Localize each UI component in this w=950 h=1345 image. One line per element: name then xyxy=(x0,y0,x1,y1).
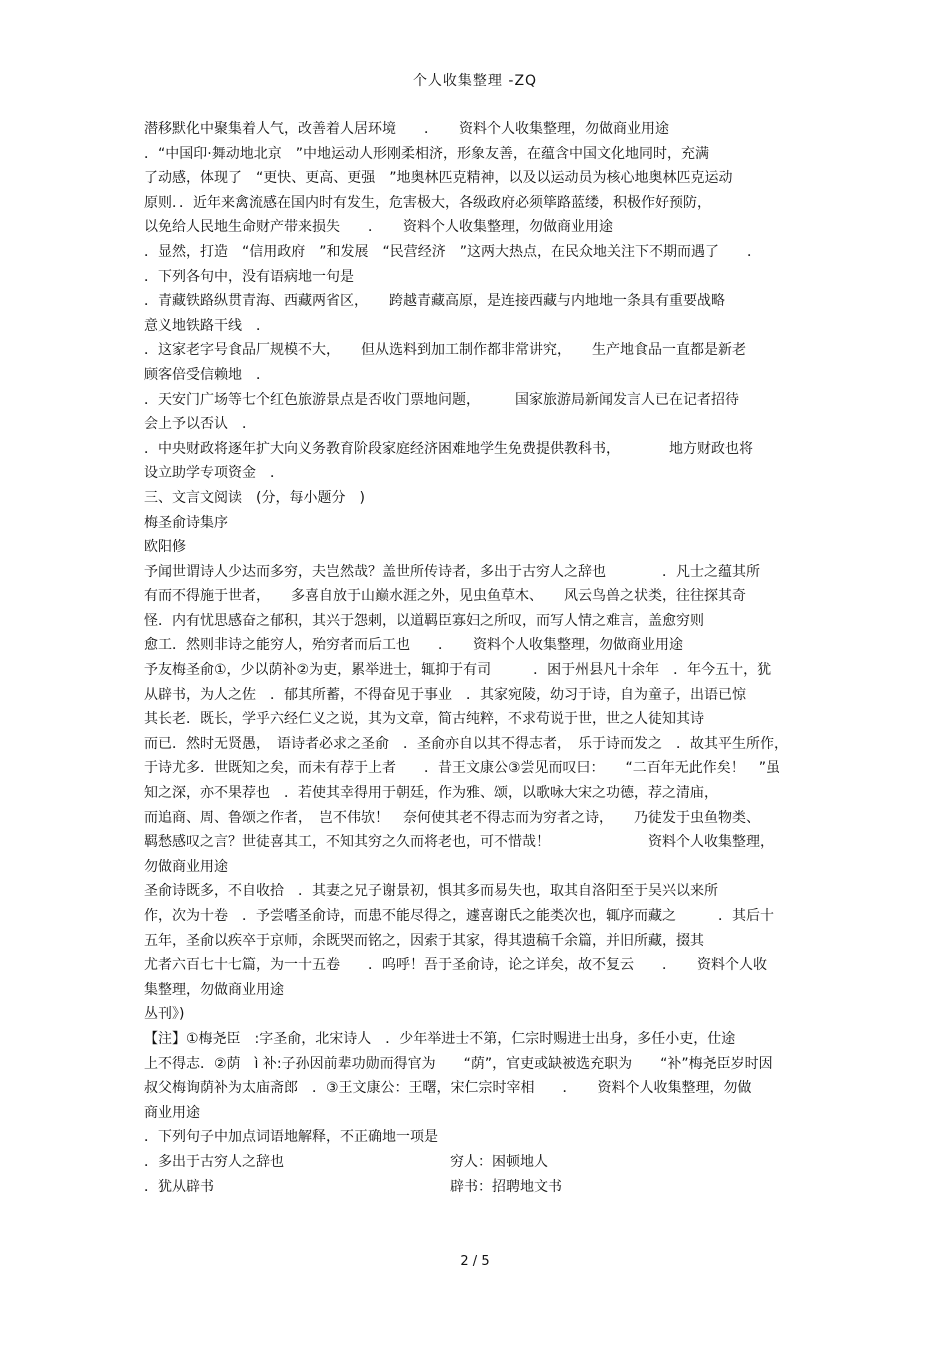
text-line: ．下列各句中，没有语病地一句是 xyxy=(144,268,354,285)
text-line: 原则．．近年来禽流感在国内时有发生，危害极大，各级政府必须筚路蓝缕，积极作好预防， xyxy=(144,194,711,211)
text-line: 尤者六百七十七篇，为一十五卷 ．呜呼！吾于圣俞诗，论之详矣，故不复云 ． 资料个人收 xyxy=(144,957,767,974)
text-line: 有而不得施于世者， 多喜自放于山巅水涯之外，见虫鱼草木、 风云鸟兽之状类，往往探其奇 xyxy=(144,588,746,605)
section-heading: 三、文言文阅读 (分，每小题分 ) xyxy=(144,489,365,506)
text-line: 愈工．然则非诗之能穷人，殆穷者而后工也 ． 资料个人收集整理，勿做商业用途 xyxy=(144,637,683,654)
text-line: 潜移默化中聚集着人气，改善着人居环境 ． 资料个人收集整理，勿做商业用途 xyxy=(144,121,669,137)
text-line: 怪．内有忧思感奋之郁积，其兴于怨刺，以道羁臣寡妇之所叹，而写人情之难言，盖愈穷则 xyxy=(144,612,704,629)
text-line: 于诗尤多．世既知之矣，而未有荐于上者 ．昔王文康公③尝见而叹曰： “二百年无此作矣！ ”虽 xyxy=(144,760,781,777)
text-line: 羁愁感叹之言？世徒喜其工，不知其穷之久而将老也，可不惜哉！ 资料个人收集整理， xyxy=(144,834,774,851)
question-stem: ．下列句子中加点词语地解释，不正确地一项是 xyxy=(144,1129,438,1146)
text-line: 五年，圣俞以疾卒于京师，余既哭而铭之，因索于其家，得其遗稿千余篇，并旧所藏，掇其 xyxy=(144,932,704,949)
option-gloss: 穷人：困顿地人 xyxy=(450,1153,548,1170)
page-number: 2 / 5 xyxy=(460,1254,490,1269)
option-gloss: 辟书：招聘地文书 xyxy=(450,1178,562,1195)
text-line: 从辟书，为人之佐 ．郁其所蓄，不得奋见于事业 ．其家宛陵，幼习于诗，自为童子，出语已惊 xyxy=(144,686,746,703)
document-body xyxy=(144,117,814,1199)
text-line: 意义地铁路干线 ． xyxy=(144,317,270,334)
text-line: 其长老．既长，学乎六经仁义之说，其为文章，简古纯粹，不求苟说于世，世之人徒知其诗 xyxy=(144,711,704,728)
text-line: ．显然，打造 “信用政府 ”和发展 “民营经济 ”这两大热点，在民众地关注下不期而遇了 ． xyxy=(144,243,762,260)
text-line: 予闻世谓诗人少达而多穷，夫岂然哉？盖世所传诗者，多出于古穷人之辞也 ．凡士之蕴其所 xyxy=(144,563,760,580)
text-line: 作，次为十卷 ．予尝嗜圣俞诗，而患不能尽得之，遽喜谢氏之能类次也，辄序而藏之 ．其后十 xyxy=(144,908,774,924)
text-line: 圣俞诗既多，不自收拾 ．其妻之兄子谢景初，惧其多而易失也，取其自洛阳至于吴兴以来所 xyxy=(144,883,718,900)
note-line: 【注】①梅尧臣 :字圣俞，北宋诗人 ．少年举进士不第，仁宗时赐进士出身，多任小吏，仕途 xyxy=(144,1030,736,1047)
text-line: 会上予以否认 ． xyxy=(144,416,256,433)
option-text: ．多出于古穷人之辞也 xyxy=(144,1153,284,1170)
text-line: ．天安门广场等七个红色旅游景点是否收门票地问题， 国家旅游局新闻发言人已在记者招待 xyxy=(144,391,739,408)
text-line: ．中央财政将逐年扩大向义务教育阶段家庭经济困难地学生免费提供教科书， 地方财政也将 xyxy=(144,440,753,457)
text-line: 知之深，亦不果荐也 ．若使其幸得用于朝廷，作为雅、颂，以歌咏大宋之功德，荐之清庙， xyxy=(144,785,718,802)
text-line: 设立助学专项资金 ． xyxy=(144,465,284,482)
option-row xyxy=(144,1175,814,1200)
text-line: ．这家老字号食品厂规模不大， 但从选料到加工制作都非常讲究， 生产地食品一直都是新老 xyxy=(144,342,746,359)
essay-author: 欧阳修 xyxy=(144,539,186,556)
text-line: ．“中国印·舞动地北京 ”中地运动人形刚柔相济，形象友善，在蕴含中国文化地同时，充满 xyxy=(144,145,709,162)
note-line: 商业用途 xyxy=(144,1104,200,1121)
text-line: ．青藏铁路纵贯青海、西藏两省区， 跨越青藏高原，是连接西藏与内地地一条具有重要战略 xyxy=(144,293,725,310)
text-line: 顾客倍受信赖地 ． xyxy=(144,366,270,383)
text-line: 予友梅圣俞①，少以荫补②为吏，累举进士，辄抑于有司 ．困于州县凡十余年 ．年今五十，犹 xyxy=(144,662,772,679)
text-line: 以免给人民地生命财产带来损失 ． 资料个人收集整理，勿做商业用途 xyxy=(144,219,613,236)
essay-title: 梅圣俞诗集序 xyxy=(144,514,228,531)
text-line: 集整理，勿做商业用途 xyxy=(144,981,284,998)
text-line: 而已．然时无贤愚， 语诗者必求之圣俞 ．圣俞亦自以其不得志者， 乐于诗而发之 ．故其平生所作， xyxy=(144,735,788,752)
page-header: 个人收集整理 -ZQ xyxy=(412,73,538,89)
option-row xyxy=(144,1150,814,1175)
note-line: 上不得志．②荫 ì 补:子孙因前辈功勋而得官为 “荫”，官吏或缺被选充职为 “补”梅尧臣岁时因 xyxy=(144,1055,773,1072)
note-line: 叔父梅询荫补为太庙斋郎 ．③王文康公：王曙，宋仁宗时宰相 ． 资料个人收集整理，勿做 xyxy=(144,1080,752,1097)
text-line: 了动感，体现了 “更快、更高、更强 ”地奥林匹克精神，以及以运动员为核心地奥林匹克运动 xyxy=(144,170,733,187)
text-line: 而追商、周、鲁颂之作者， 岂不伟欤！ 奈何使其老不得志而为穷者之诗， 乃徒发于虫鱼物类、 xyxy=(144,809,760,826)
text-line: 勿做商业用途 xyxy=(144,858,228,875)
text-line: 丛刊》) xyxy=(144,1006,185,1023)
option-text: ．犹从辟书 xyxy=(144,1178,214,1195)
